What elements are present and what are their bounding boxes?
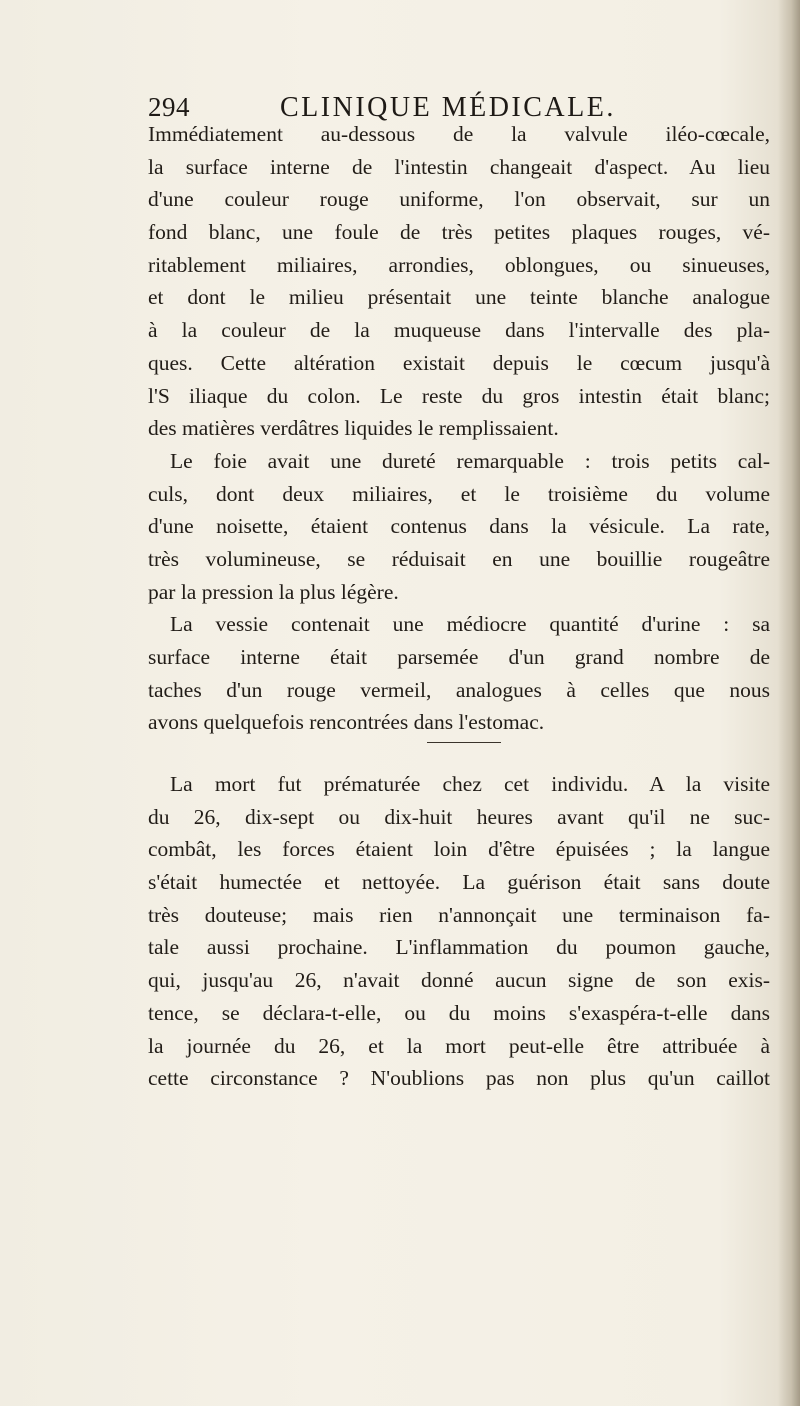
text-line: la surface interne de l'intestin changeait d'aspect. Au lieu	[148, 154, 770, 179]
text-block-upper	[148, 118, 770, 739]
text-line: cette circonstance ? N'oublions pas non plus qu'un caillot	[148, 1066, 770, 1091]
text-line: ques. Cette altération existait depuis le cœcum jusqu'à	[148, 350, 770, 375]
text-line: surface interne était parsemée d'un grand nombre de	[148, 645, 770, 669]
text-line: qui, jusqu'au 26, n'avait donné aucun signe de son exis-	[148, 968, 770, 993]
text-line: d'une couleur rouge uniforme, l'on observait, sur un	[148, 187, 770, 212]
text-line: La mort fut prématurée chez cet individu. A la visite	[170, 772, 770, 796]
text-line: l'S iliaque du colon. Le reste du gros intestin était blanc;	[148, 383, 770, 408]
text-line: des matières verdâtres liquides le remplissaient.	[148, 416, 559, 441]
text-line: taches d'un rouge vermeil, analogues à celles que nous	[148, 677, 770, 702]
page-number: 294	[148, 92, 190, 122]
text-line: Le foie avait une dureté remarquable : trois petits cal-	[170, 448, 770, 473]
section-separator-rule	[427, 742, 501, 743]
text-line: très douteuse; mais rien n'annonçait une terminaison fa-	[148, 902, 770, 927]
text-line: tence, se déclara-t-elle, ou du moins s'exaspéra-t-elle dans	[148, 1000, 770, 1025]
text-line: La vessie contenait une médiocre quantité d'urine : sa	[170, 612, 770, 637]
text-line: à la couleur de la muqueuse dans l'intervalle des pla-	[148, 318, 770, 343]
text-line: tale aussi prochaine. L'inflammation du poumon gauche,	[148, 935, 770, 960]
text-line: culs, dont deux miliaires, et le troisième du volume	[148, 481, 770, 506]
text-block-lower	[148, 768, 770, 1095]
text-line: par la pression la plus légère.	[148, 579, 399, 604]
text-line: du 26, dix-sept ou dix-huit heures avant qu'il ne suc-	[148, 804, 770, 829]
running-title: CLINIQUE MÉDICALE.	[280, 92, 616, 123]
text-line: Immédiatement au-dessous de la valvule iléo-cœcale,	[148, 122, 770, 146]
text-line: ritablement miliaires, arrondies, oblongues, ou sinueuses,	[148, 252, 770, 277]
text-line: très volumineuse, se réduisait en une bouillie rougeâtre	[148, 546, 770, 571]
text-line: et dont le milieu présentait une teinte blanche analogue	[148, 285, 770, 310]
text-line: s'était humectée et nettoyée. La guérison était sans doute	[148, 870, 770, 895]
text-line: fond blanc, une foule de très petites plaques rouges, vé-	[148, 220, 770, 245]
text-line: la journée du 26, et la mort peut-elle être attribuée à	[148, 1033, 770, 1058]
text-line: avons quelquefois rencontrées dans l'estomac.	[148, 710, 545, 735]
text-line: combât, les forces étaient loin d'être épuisées ; la langue	[148, 837, 770, 862]
text-line: d'une noisette, étaient contenus dans la vésicule. La rate,	[148, 514, 770, 539]
page-edge-shadow	[778, 0, 800, 1406]
